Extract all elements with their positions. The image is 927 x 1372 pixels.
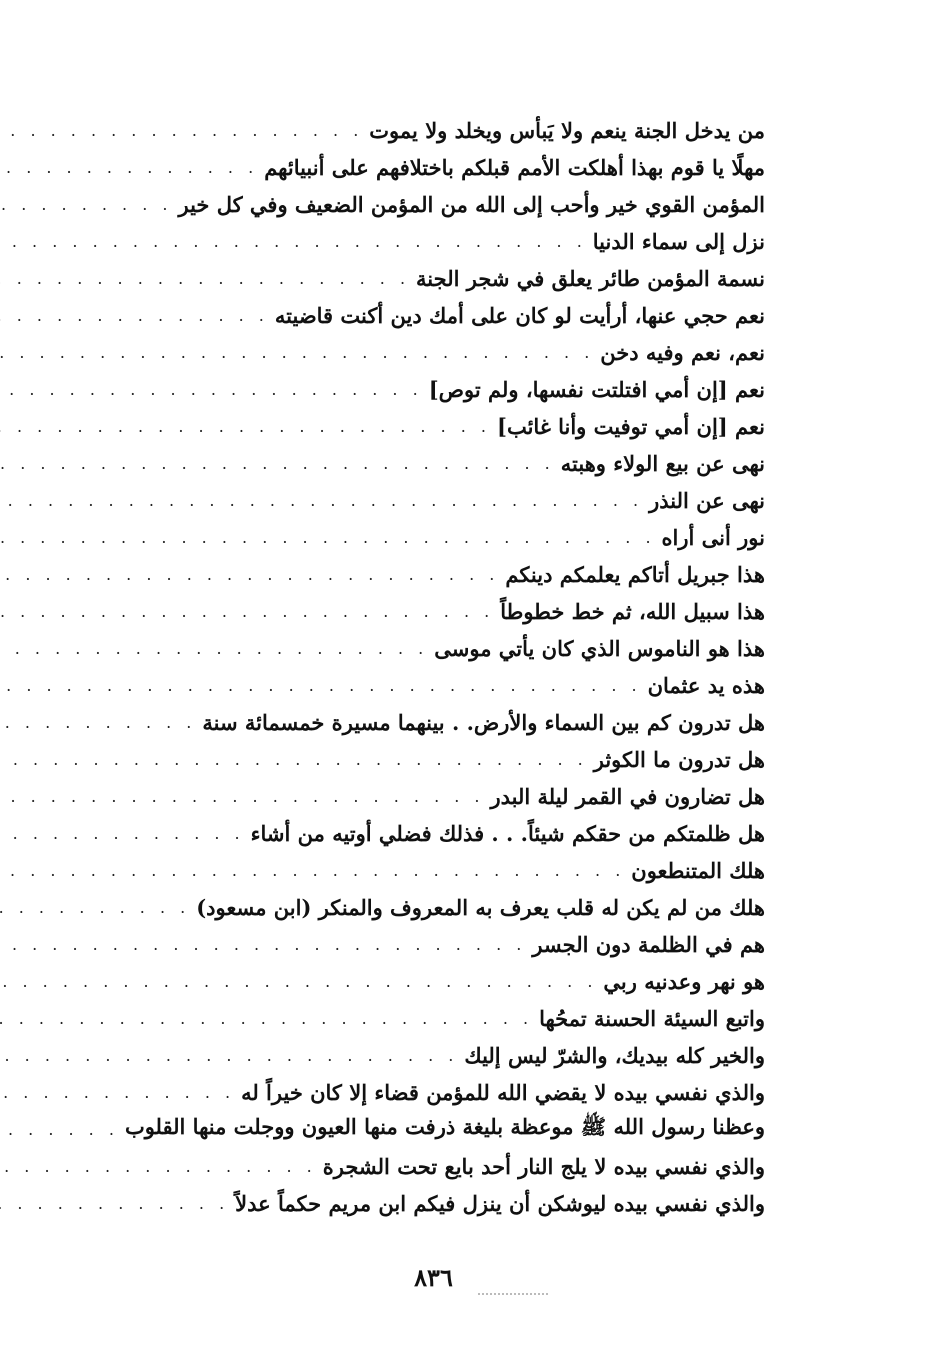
- index-entry: [60, 963, 765, 1000]
- dot-leader: [0, 972, 597, 991]
- dot-leader: [0, 602, 494, 621]
- index-entry: [60, 926, 765, 963]
- entry-text: نعم [إن أمي افتلتت نفسها، ولم توص]: [428, 377, 765, 402]
- entry-text: من يدخل الجنة ينعم ولا يَبأس ويخلد ولا يموت: [369, 118, 765, 143]
- entry-text: نهى عن النذر: [649, 488, 765, 513]
- index-entry: [60, 1148, 765, 1185]
- index-entry: [60, 1000, 765, 1037]
- entry-text: المؤمن القوي خير وأحب إلى الله من المؤمن الضعيف وفي كل خير: [178, 192, 765, 217]
- index-entry: [60, 1037, 765, 1074]
- index-entry: [60, 519, 765, 556]
- dot-leader: [0, 380, 423, 399]
- entry-text: نهى عن بيع الولاء وهبته: [560, 451, 765, 476]
- dot-leader: [0, 1120, 119, 1139]
- dot-leader: [0, 528, 656, 547]
- entry-text: هم في الظلمة دون الجسر: [532, 932, 765, 957]
- entry-text: والخير كله بيديك، والشرّ ليس إليك: [464, 1043, 765, 1068]
- index-entry: [60, 741, 765, 778]
- index-entry: [60, 371, 765, 408]
- index-entry: [60, 1111, 765, 1148]
- dot-leader: [0, 454, 555, 473]
- dot-leader: [0, 1194, 229, 1213]
- index-entry: [60, 667, 765, 704]
- entry-text: هذه يد عثمان: [647, 673, 765, 698]
- index-entry: [60, 334, 765, 371]
- dot-leader: [0, 121, 363, 140]
- dot-leader: [0, 1046, 458, 1065]
- index-entry: [60, 556, 765, 593]
- index-entry: [60, 112, 765, 149]
- dot-leader: [0, 676, 642, 695]
- index-entry: [60, 593, 765, 630]
- index-entry: [60, 297, 765, 334]
- dot-leader: [0, 269, 410, 288]
- entry-text: هذا جبريل أتاكم يعلمكم دينكم: [505, 562, 765, 587]
- dot-leader: [0, 898, 190, 917]
- dot-leader: [0, 491, 643, 510]
- dot-leader: [0, 565, 499, 584]
- index-entry: [60, 260, 765, 297]
- hadith-index-list: [60, 112, 765, 1222]
- dot-leader: [0, 824, 245, 843]
- entry-text: نور أنى أراه: [661, 525, 765, 550]
- entry-text: هذا هو الناموس الذي كان يأتي موسى: [434, 636, 765, 661]
- dot-leader: [0, 417, 491, 436]
- index-entry: [60, 778, 765, 815]
- entry-text: والذي نفسي بيده لا يقضي الله للمؤمن قضاء إلا كان خيراً له: [241, 1080, 765, 1105]
- entry-text: هل تدرون كم بين السماء والأرض. . بينهما مسيرة خمسمائة سنة: [202, 710, 765, 735]
- dot-leader: [0, 713, 196, 732]
- entry-text: نسمة المؤمن طائر يعلق في شجر الجنة: [416, 266, 765, 291]
- dot-leader: [0, 1083, 235, 1102]
- dot-leader: [0, 195, 172, 214]
- index-entry: [60, 186, 765, 223]
- entry-text: هل تدرون ما الكوثر: [593, 747, 765, 772]
- entry-text: هل تضارون في القمر ليلة البدر: [490, 784, 765, 809]
- entry-text: والذي نفسي بيده ليوشكن أن ينزل فيكم ابن مريم حكماً عدلاً: [235, 1191, 765, 1216]
- dot-leader: [0, 158, 258, 177]
- dot-leader: [0, 750, 588, 769]
- index-entry: [60, 852, 765, 889]
- index-entry: [60, 1074, 765, 1111]
- dot-leader: [0, 343, 594, 362]
- dot-leader: [0, 1009, 533, 1028]
- dot-leader: [0, 1157, 317, 1176]
- index-entry: [60, 630, 765, 667]
- dot-leader: [0, 639, 428, 658]
- entry-text: هو نهر وعدنيه ربي: [603, 969, 765, 994]
- entry-text: مهلًا يا قوم بهذا أهلكت الأمم قبلكم باختلافهم على أنبيائهم: [264, 155, 765, 180]
- entry-text: نعم، نعم وفيه دخن: [600, 340, 765, 365]
- entry-text: هل ظلمتكم من حقكم شيئاً. . . فذلك فضلي أوتيه من أشاء: [250, 821, 765, 846]
- dot-leader: [0, 861, 625, 880]
- index-entry: [60, 482, 765, 519]
- entry-text: هلك المتنطعون: [631, 858, 765, 883]
- entry-text: وعظنا رسول الله ﷺ موعظة بليغة ذرفت منها العيون ووجلت منها القلوب: [124, 1114, 765, 1139]
- index-entry: [60, 445, 765, 482]
- entry-text: هلك من لم يكن له قلب يعرف به المعروف والمنكر (ابن مسعود): [196, 895, 765, 920]
- entry-text: نعم [إن أمي توفيت وأنا غائب]: [497, 414, 765, 439]
- index-entry: [60, 1185, 765, 1222]
- page-number: ٨٣٦: [414, 1263, 453, 1292]
- index-entry: [60, 223, 765, 260]
- dot-leader: [0, 306, 269, 325]
- entry-text: نزل إلى سماء الدنيا: [592, 229, 765, 254]
- dot-leader: [0, 232, 587, 251]
- entry-text: نعم حجي عنها، أرأيت لو كان على أمك دين أكنت قاضيته: [274, 303, 765, 328]
- index-entry: [60, 408, 765, 445]
- entry-text: والذي نفسي بيده لا يلج النار أحد بايع تحت الشجرة: [322, 1154, 765, 1179]
- index-entry: [60, 704, 765, 741]
- entry-text: هذا سبيل الله، ثم خط خطوطاً: [500, 599, 765, 624]
- dot-leader: [0, 787, 485, 806]
- index-entry: [60, 889, 765, 926]
- index-entry: [60, 815, 765, 852]
- index-entry: [60, 149, 765, 186]
- entry-text: واتبع السيئة الحسنة تمحُها: [539, 1006, 765, 1031]
- scan-smudge: [478, 1293, 548, 1297]
- dot-leader: [0, 935, 526, 954]
